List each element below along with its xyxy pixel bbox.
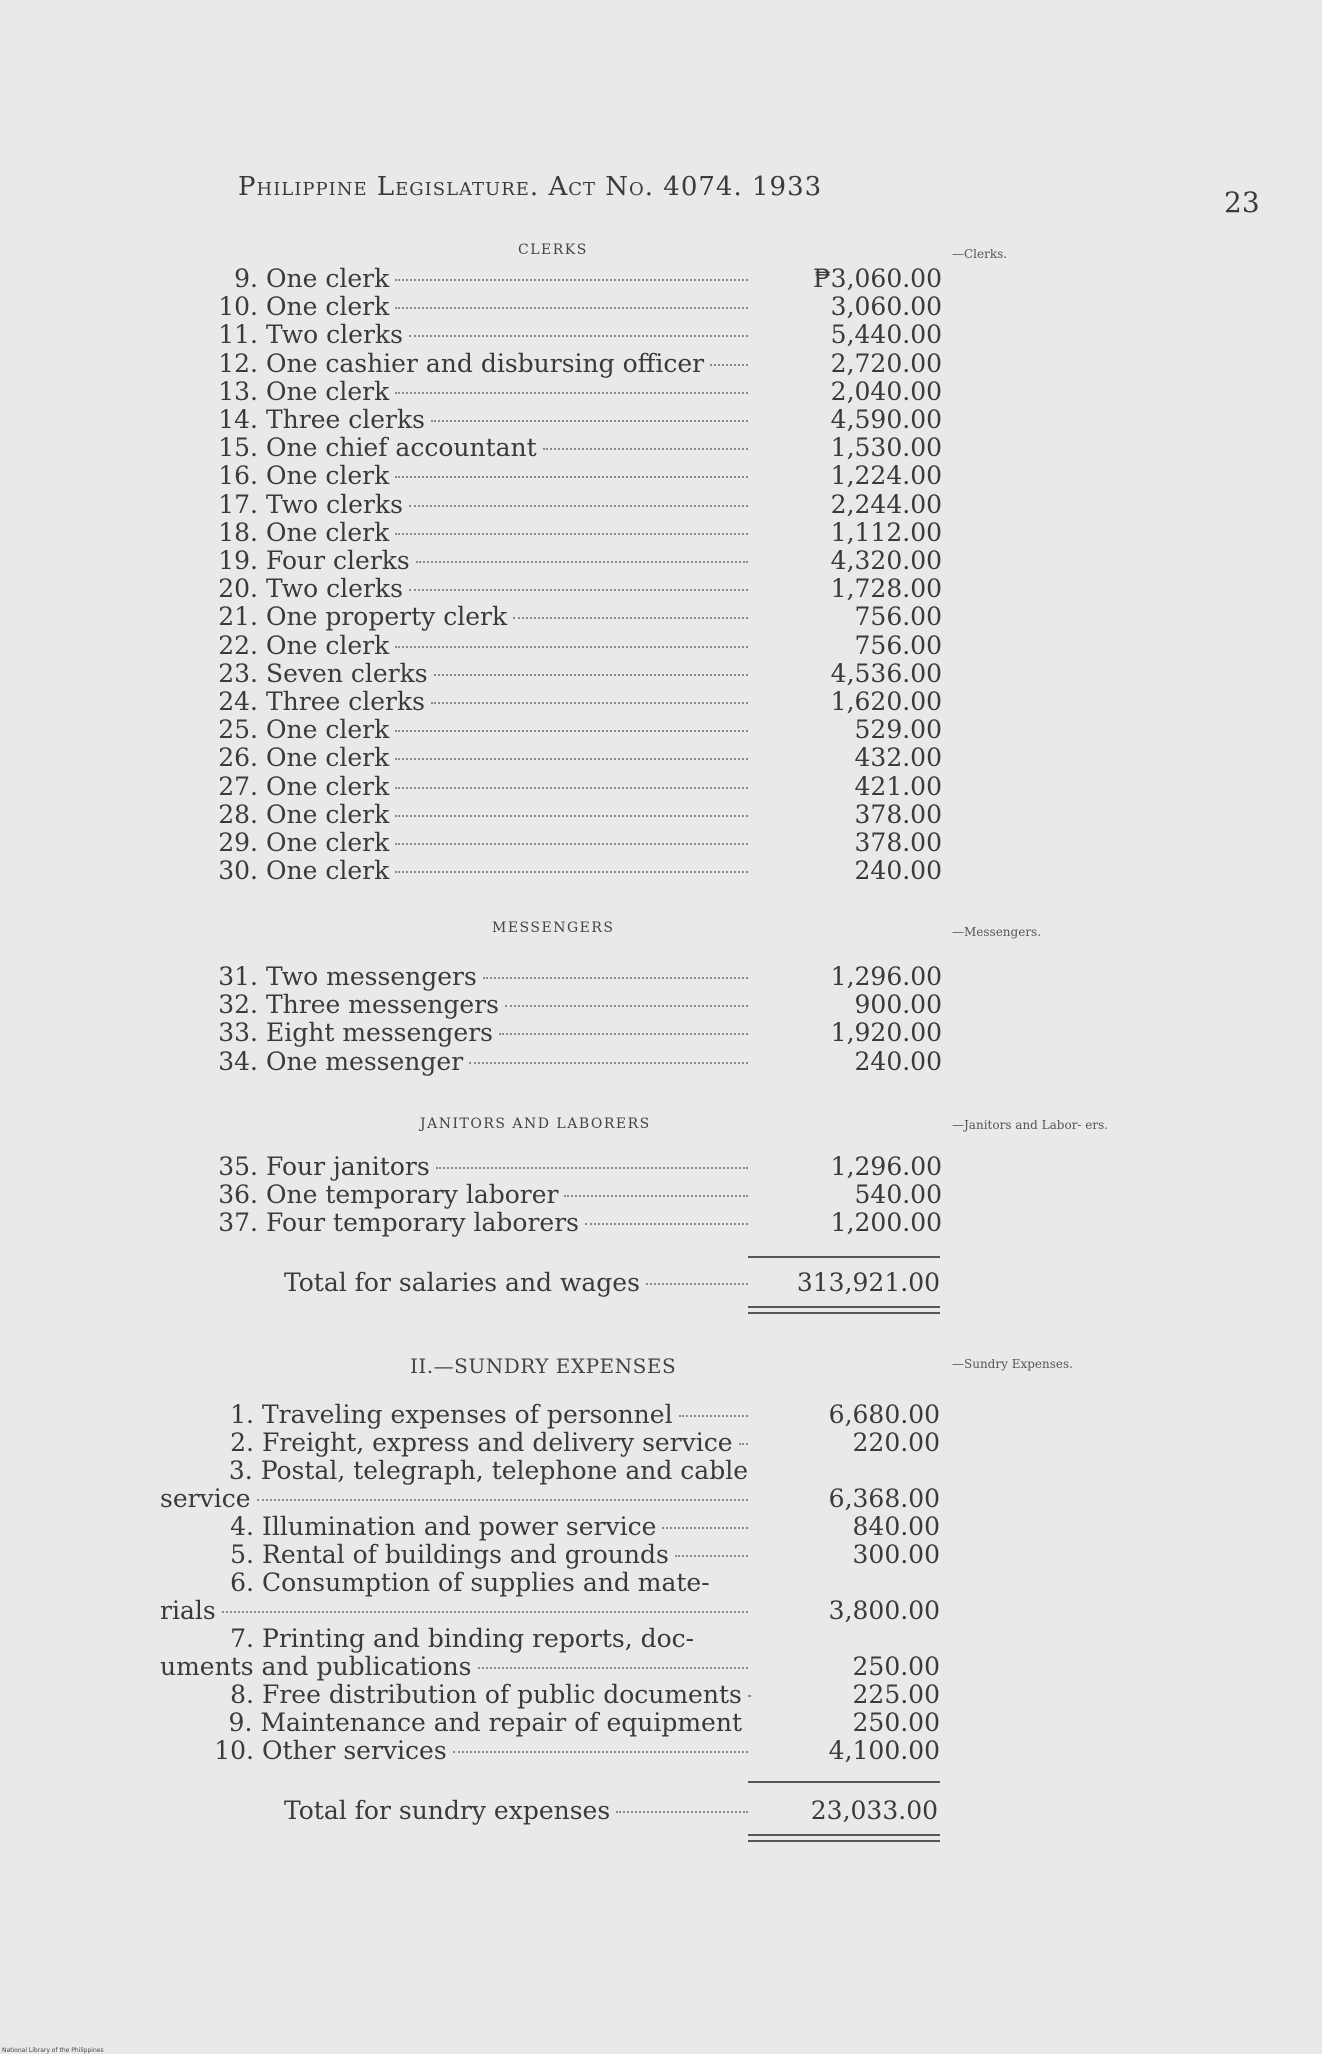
item-label: One temporary laborer bbox=[266, 1180, 559, 1210]
item-label: One property clerk bbox=[266, 602, 508, 632]
line-item bbox=[208, 716, 748, 744]
line-item bbox=[204, 1709, 748, 1737]
margin-note-janitors: —Janitors and Labor- ers. bbox=[952, 1118, 1109, 1132]
item-amount: 5,440.00 bbox=[830, 320, 942, 350]
item-number: 17. bbox=[218, 489, 258, 519]
salaries-total-label: Total for salaries and wages bbox=[284, 1268, 640, 1297]
leader-dots bbox=[416, 560, 748, 563]
item-label: One clerk bbox=[266, 715, 390, 745]
leader-dots bbox=[505, 1004, 748, 1007]
item-number: 4. bbox=[230, 1512, 254, 1541]
item-number: 19. bbox=[218, 546, 258, 575]
item-amount: 2,244.00 bbox=[830, 489, 942, 519]
item-amount: 6,680.00 bbox=[828, 1400, 940, 1429]
line-item bbox=[208, 744, 748, 772]
line-item bbox=[208, 462, 748, 490]
leader-dots bbox=[395, 278, 748, 281]
item-amount: 2,720.00 bbox=[830, 348, 942, 378]
item-amount: 1,920.00 bbox=[830, 1018, 942, 1048]
item-label: Illumination and power service bbox=[262, 1512, 657, 1541]
line-item bbox=[208, 963, 748, 991]
item-number: 10. bbox=[214, 1736, 254, 1765]
subtotal-rule bbox=[748, 1781, 940, 1783]
item-amount: 250.00 bbox=[852, 1708, 940, 1737]
item-number: 6. bbox=[230, 1568, 254, 1597]
leader-dots bbox=[395, 842, 748, 845]
item-number: 9. bbox=[234, 264, 258, 293]
leader-dots bbox=[616, 1810, 748, 1813]
item-amount: 378.00 bbox=[854, 799, 942, 829]
item-amount: 240.00 bbox=[854, 1046, 942, 1076]
item-number: 32. bbox=[218, 990, 258, 1020]
item-label: Rental of buildings and grounds bbox=[262, 1540, 669, 1569]
item-amount: 2,040.00 bbox=[830, 376, 942, 406]
line-item bbox=[208, 575, 748, 603]
item-number: 22. bbox=[218, 630, 258, 660]
item-label-continuation-row bbox=[160, 1597, 748, 1625]
line-item bbox=[204, 1429, 748, 1457]
item-label: Other services bbox=[262, 1736, 447, 1765]
line-item bbox=[208, 1019, 748, 1047]
item-amount: 4,100.00 bbox=[828, 1736, 940, 1765]
line-item bbox=[204, 1737, 748, 1765]
line-item bbox=[208, 829, 748, 857]
leader-dots bbox=[513, 616, 748, 619]
item-amount: 1,530.00 bbox=[830, 433, 942, 463]
item-number: 13. bbox=[218, 376, 258, 406]
item-label: Printing and binding reports, doc- bbox=[262, 1624, 695, 1653]
margin-note-sundry: —Sundry Expenses. bbox=[952, 1357, 1073, 1371]
item-number: 24. bbox=[218, 687, 258, 716]
item-label: One clerk bbox=[266, 771, 390, 801]
item-amount: 3,800.00 bbox=[828, 1596, 940, 1625]
item-amount: 240.00 bbox=[854, 856, 942, 886]
leader-dots bbox=[585, 1222, 748, 1225]
item-label: One chief accountant bbox=[266, 433, 537, 463]
leader-dots bbox=[739, 1442, 748, 1445]
item-amount: 756.00 bbox=[854, 630, 942, 660]
item-amount: 421.00 bbox=[854, 771, 942, 801]
item-number: 23. bbox=[218, 658, 258, 688]
line-item bbox=[208, 491, 748, 519]
leader-dots bbox=[395, 870, 748, 873]
item-number: 10. bbox=[218, 292, 258, 322]
item-number: 16. bbox=[218, 461, 258, 491]
leader-dots bbox=[564, 1194, 748, 1197]
item-label: Postal, telegraph, telephone and cable bbox=[260, 1456, 748, 1485]
item-label: Maintenance and repair of equipment bbox=[260, 1708, 742, 1737]
item-label: One messenger bbox=[266, 1046, 464, 1076]
item-label-continuation: uments and publications bbox=[160, 1652, 472, 1681]
item-label: Seven clerks bbox=[266, 658, 428, 688]
leader-dots bbox=[409, 504, 748, 507]
item-amount: 840.00 bbox=[852, 1512, 940, 1541]
leader-dots bbox=[434, 673, 748, 676]
margin-note-messengers: —Messengers. bbox=[952, 925, 1042, 939]
item-amount: 756.00 bbox=[854, 602, 942, 632]
page-number: 23 bbox=[1224, 186, 1260, 219]
item-label: Free distribution of public documents bbox=[262, 1680, 742, 1709]
item-number: 35. bbox=[218, 1152, 258, 1181]
item-label: Four clerks bbox=[266, 546, 410, 575]
item-label: One clerk bbox=[266, 517, 390, 547]
leader-dots bbox=[675, 1554, 748, 1557]
item-number: 27. bbox=[218, 771, 258, 801]
line-item bbox=[208, 660, 748, 688]
item-amount: 432.00 bbox=[854, 743, 942, 773]
item-label-continuation-row bbox=[160, 1653, 748, 1681]
item-amount: 225.00 bbox=[852, 1680, 940, 1709]
item-label: One clerk bbox=[266, 743, 390, 773]
leader-dots bbox=[469, 1061, 748, 1064]
salaries-total-row bbox=[284, 1269, 748, 1297]
line-item bbox=[208, 519, 748, 547]
line-item bbox=[204, 1541, 748, 1569]
item-number: 8. bbox=[230, 1680, 254, 1709]
sundry-total-amount: 23,033.00 bbox=[810, 1796, 938, 1825]
item-number: 25. bbox=[218, 715, 258, 745]
leader-dots bbox=[395, 391, 748, 394]
leader-dots bbox=[646, 1282, 748, 1285]
item-number: 34. bbox=[218, 1046, 258, 1076]
item-label: One clerk bbox=[266, 461, 390, 491]
item-number: 37. bbox=[218, 1208, 258, 1238]
item-label-continuation: rials bbox=[160, 1596, 216, 1625]
line-item bbox=[208, 603, 748, 631]
item-number: 26. bbox=[218, 743, 258, 773]
item-label: Four janitors bbox=[266, 1152, 430, 1181]
item-number: 12. bbox=[218, 348, 258, 378]
item-amount: 6,368.00 bbox=[828, 1484, 940, 1513]
leader-dots bbox=[436, 1166, 748, 1169]
item-number: 1. bbox=[230, 1400, 254, 1429]
item-amount: 1,296.00 bbox=[830, 962, 942, 991]
item-amount: 250.00 bbox=[852, 1652, 940, 1681]
section-heading-janitors: JANITORS AND LABORERS bbox=[420, 1116, 651, 1132]
item-number: 5. bbox=[230, 1540, 254, 1569]
item-label: Two clerks bbox=[266, 574, 403, 604]
sundry-total-label: Total for sundry expenses bbox=[284, 1796, 611, 1825]
item-amount: ₱3,060.00 bbox=[813, 264, 942, 293]
line-item bbox=[208, 378, 748, 406]
leader-dots bbox=[453, 1750, 748, 1753]
item-number: 30. bbox=[218, 856, 258, 886]
line-item bbox=[208, 1048, 748, 1076]
item-amount: 4,536.00 bbox=[830, 658, 942, 688]
leader-dots bbox=[222, 1610, 748, 1613]
line-item bbox=[208, 406, 748, 434]
line-item bbox=[204, 1681, 748, 1709]
item-label: Two messengers bbox=[266, 962, 477, 991]
salaries-total-amount: 313,921.00 bbox=[796, 1268, 940, 1297]
leader-dots bbox=[395, 757, 748, 760]
line-item bbox=[208, 632, 748, 660]
item-number: 28. bbox=[218, 799, 258, 829]
item-label: One clerk bbox=[266, 630, 390, 660]
item-number: 31. bbox=[218, 962, 258, 991]
item-label-continuation: service bbox=[160, 1484, 251, 1513]
item-label: Three messengers bbox=[266, 990, 499, 1020]
item-number: 33. bbox=[218, 1018, 258, 1048]
item-amount: 4,590.00 bbox=[830, 405, 942, 434]
item-amount: 1,296.00 bbox=[830, 1152, 942, 1181]
item-label: Eight messengers bbox=[266, 1018, 493, 1048]
line-item bbox=[204, 1625, 748, 1653]
leader-dots bbox=[483, 976, 748, 979]
item-amount: 3,060.00 bbox=[830, 292, 942, 322]
item-number: 29. bbox=[218, 828, 258, 857]
line-item bbox=[208, 547, 748, 575]
item-label: Traveling expenses of personnel bbox=[262, 1400, 673, 1429]
item-number: 20. bbox=[218, 574, 258, 604]
sundry-total-row bbox=[284, 1797, 748, 1825]
line-item bbox=[208, 434, 748, 462]
section-heading-messengers: MESSENGERS bbox=[492, 920, 615, 936]
leader-dots bbox=[409, 334, 748, 337]
item-label: Freight, express and delivery service bbox=[262, 1428, 733, 1457]
line-item bbox=[208, 321, 748, 349]
line-item bbox=[208, 991, 748, 1019]
line-item bbox=[204, 1457, 748, 1485]
leader-dots bbox=[431, 701, 748, 704]
line-item bbox=[208, 688, 748, 716]
item-label: Four temporary laborers bbox=[266, 1208, 579, 1238]
item-label: One clerk bbox=[266, 292, 390, 322]
item-number: 3. bbox=[228, 1456, 253, 1485]
line-item bbox=[208, 350, 748, 378]
margin-note-clerks: —Clerks. bbox=[952, 247, 1008, 261]
line-item bbox=[208, 773, 748, 801]
footer-credit: National Library of the Philippines bbox=[2, 2047, 104, 2054]
item-label: One clerk bbox=[266, 799, 390, 829]
item-label: One clerk bbox=[266, 828, 390, 857]
item-amount: 1,112.00 bbox=[830, 517, 942, 547]
leader-dots bbox=[499, 1032, 748, 1035]
item-label: Two clerks bbox=[266, 320, 403, 350]
leader-dots bbox=[409, 588, 748, 591]
item-label: Consumption of supplies and mate- bbox=[262, 1568, 710, 1597]
total-double-rule bbox=[748, 1834, 940, 1842]
item-number: 11. bbox=[218, 320, 258, 350]
item-number: 14. bbox=[218, 405, 258, 434]
line-item bbox=[204, 1513, 748, 1541]
subtotal-rule bbox=[748, 1256, 940, 1258]
item-label-continuation-row bbox=[160, 1485, 748, 1513]
item-number: 15. bbox=[218, 433, 258, 463]
leader-dots bbox=[395, 306, 748, 309]
leader-dots bbox=[431, 419, 748, 422]
total-double-rule bbox=[748, 1306, 940, 1314]
item-number: 9. bbox=[228, 1708, 253, 1737]
leader-dots bbox=[257, 1498, 749, 1501]
item-amount: 900.00 bbox=[854, 990, 942, 1020]
line-item bbox=[204, 1401, 748, 1429]
line-item bbox=[208, 1153, 748, 1181]
leader-dots bbox=[662, 1526, 748, 1529]
leader-dots bbox=[395, 729, 748, 732]
section-heading-sundry: II.—SUNDRY EXPENSES bbox=[410, 1354, 677, 1378]
item-number: 21. bbox=[218, 602, 258, 632]
running-head: Philippine Legislature. Act No. 4074. 1933 bbox=[238, 172, 823, 202]
item-amount: 1,224.00 bbox=[830, 461, 942, 491]
line-item bbox=[208, 1181, 748, 1209]
item-label: Three clerks bbox=[266, 405, 425, 434]
item-label: One clerk bbox=[266, 376, 390, 406]
item-number: 36. bbox=[218, 1180, 258, 1210]
leader-dots bbox=[543, 447, 748, 450]
item-label: Two clerks bbox=[266, 489, 403, 519]
leader-dots bbox=[478, 1666, 748, 1669]
leader-dots bbox=[679, 1414, 748, 1417]
item-label: One clerk bbox=[266, 264, 390, 293]
item-amount: 300.00 bbox=[852, 1540, 940, 1569]
line-item bbox=[208, 857, 748, 885]
item-label: One clerk bbox=[266, 856, 390, 886]
item-amount: 540.00 bbox=[854, 1180, 942, 1210]
leader-dots bbox=[395, 532, 748, 535]
item-amount: 1,620.00 bbox=[830, 687, 942, 716]
item-label: Three clerks bbox=[266, 687, 425, 716]
line-item bbox=[208, 293, 748, 321]
leader-dots bbox=[395, 645, 748, 648]
item-number: 2. bbox=[230, 1428, 254, 1457]
item-amount: 529.00 bbox=[854, 715, 942, 745]
leader-dots bbox=[395, 814, 748, 817]
line-item bbox=[208, 1209, 748, 1237]
item-amount: 4,320.00 bbox=[830, 546, 942, 575]
line-item bbox=[204, 1569, 748, 1597]
line-item bbox=[208, 265, 748, 293]
item-amount: 1,200.00 bbox=[830, 1208, 942, 1238]
item-amount: 220.00 bbox=[852, 1428, 940, 1457]
line-item bbox=[208, 801, 748, 829]
section-heading-clerks: CLERKS bbox=[518, 242, 588, 258]
item-label: One cashier and disbursing officer bbox=[266, 348, 705, 378]
leader-dots bbox=[395, 786, 748, 789]
item-number: 7. bbox=[230, 1624, 254, 1653]
leader-dots bbox=[710, 363, 748, 366]
item-number: 18. bbox=[218, 517, 258, 547]
leader-dots bbox=[395, 475, 748, 478]
item-amount: 378.00 bbox=[854, 828, 942, 857]
item-amount: 1,728.00 bbox=[830, 574, 942, 604]
